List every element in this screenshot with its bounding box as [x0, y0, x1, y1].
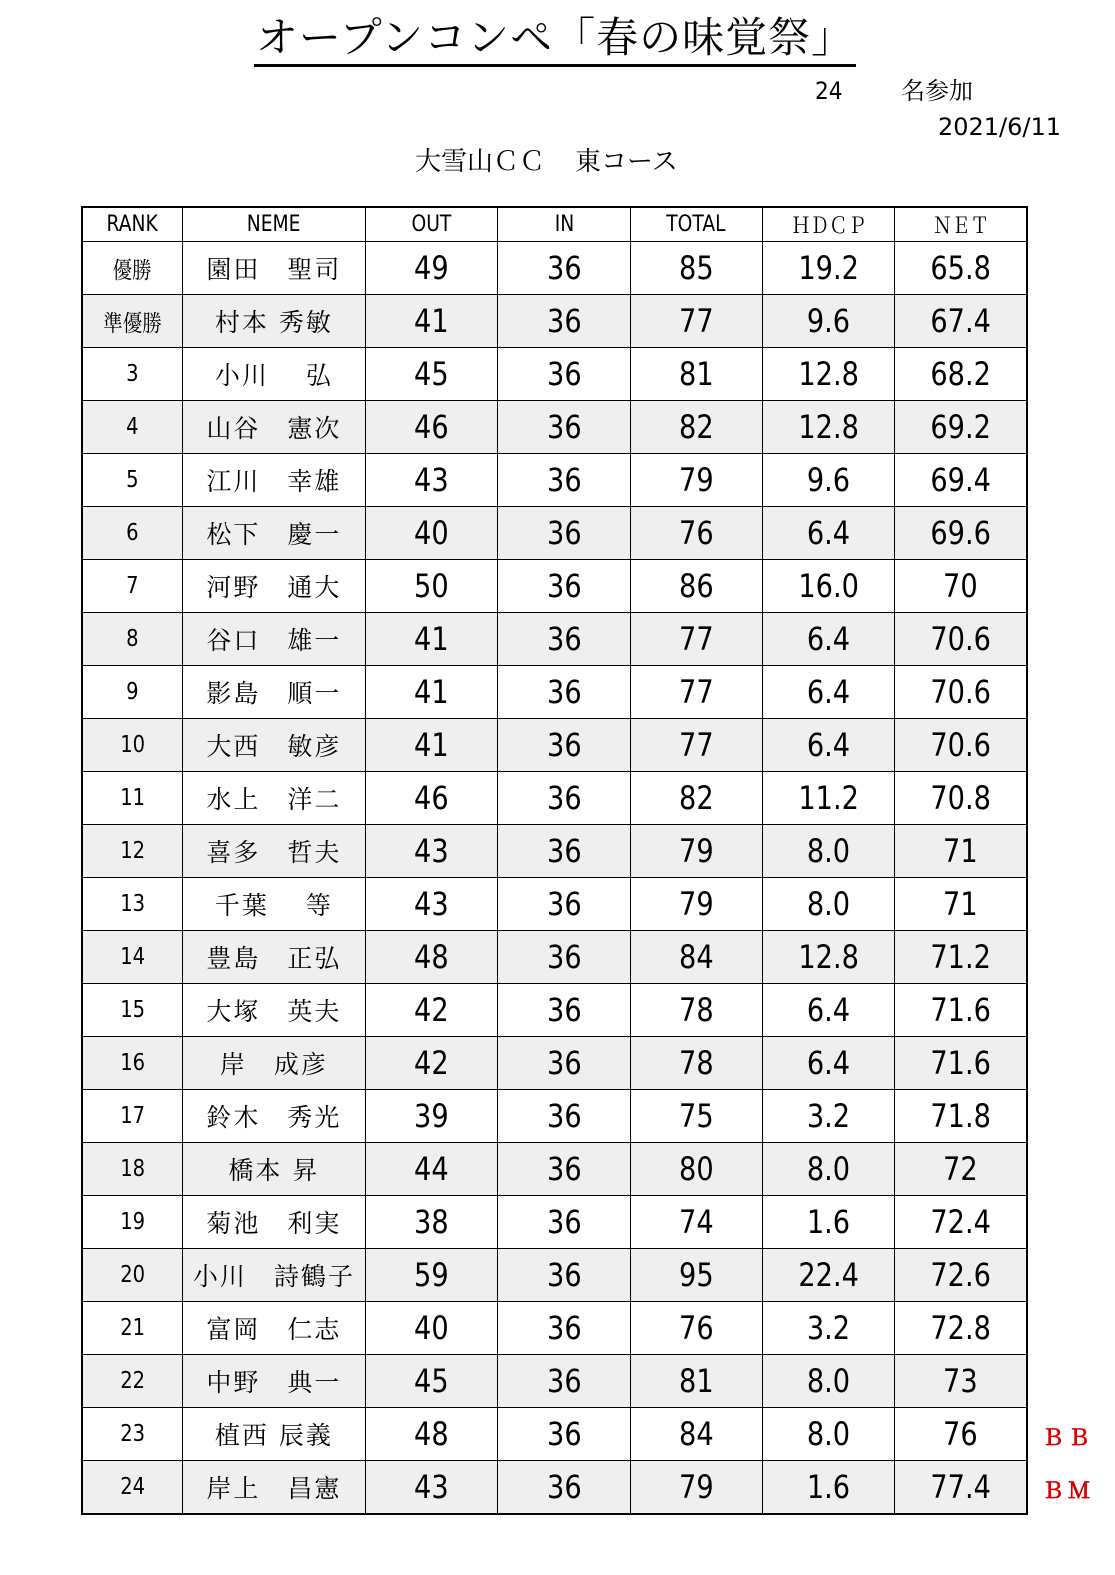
cell-in: 36	[498, 772, 630, 825]
cell-out: 43	[366, 454, 498, 507]
cell-rank: 14	[82, 931, 182, 984]
table-header-row	[82, 207, 1027, 242]
column-header-name: NEME	[182, 207, 365, 242]
cell-in: 36	[498, 242, 630, 295]
cell-net: 71	[895, 825, 1027, 878]
table-row	[82, 878, 1027, 931]
cell-net: 65.8	[895, 242, 1027, 295]
cell-net: 71.6	[895, 1037, 1027, 1090]
cell-total: 79	[630, 825, 762, 878]
cell-net: 70.6	[895, 666, 1027, 719]
cell-out: 40	[366, 1302, 498, 1355]
cell-out: 50	[366, 560, 498, 613]
cell-out: 39	[366, 1090, 498, 1143]
cell-rank: 24	[82, 1461, 182, 1515]
cell-rank: 13	[82, 878, 182, 931]
cell-in: 36	[498, 560, 630, 613]
cell-in: 36	[498, 613, 630, 666]
cell-total: 84	[630, 931, 762, 984]
cell-in: 36	[498, 1090, 630, 1143]
cell-out: 41	[366, 719, 498, 772]
cell-total: 82	[630, 401, 762, 454]
cell-total: 77	[630, 666, 762, 719]
cell-net: 69.4	[895, 454, 1027, 507]
cell-total: 76	[630, 1302, 762, 1355]
row-note: ＢＢ	[1042, 1426, 1095, 1451]
cell-rank: 6	[82, 507, 182, 560]
column-header-total: TOTAL	[630, 207, 762, 242]
cell-total: 84	[630, 1408, 762, 1461]
cell-name: 河野 通大	[182, 560, 365, 613]
cell-rank: 3	[82, 348, 182, 401]
cell-total: 82	[630, 772, 762, 825]
table-row	[82, 1355, 1027, 1408]
cell-in: 36	[498, 1249, 630, 1302]
cell-name: 山谷 憲次	[182, 401, 365, 454]
cell-hdcp: 6.4	[762, 984, 894, 1037]
cell-rank: 19	[82, 1196, 182, 1249]
participant-count-label: 名参加	[901, 77, 973, 105]
cell-net: 70.6	[895, 719, 1027, 772]
page-title	[0, 12, 1110, 64]
cell-out: 49	[366, 242, 498, 295]
cell-out: 41	[366, 295, 498, 348]
cell-rank: 16	[82, 1037, 182, 1090]
cell-total: 76	[630, 507, 762, 560]
cell-name: 小川 詩鶴子	[182, 1249, 365, 1302]
cell-hdcp: 3.2	[762, 1090, 894, 1143]
cell-out: 42	[366, 1037, 498, 1090]
cell-out: 41	[366, 666, 498, 719]
cell-out: 48	[366, 931, 498, 984]
cell-rank: 4	[82, 401, 182, 454]
cell-net: 71.6	[895, 984, 1027, 1037]
column-header-out: OUT	[366, 207, 498, 242]
cell-total: 79	[630, 1461, 762, 1515]
results-table	[81, 206, 1028, 1515]
cell-net: 76	[895, 1408, 1027, 1461]
cell-hdcp: 12.8	[762, 348, 894, 401]
participant-count	[815, 76, 973, 106]
cell-name: 小川 弘	[182, 348, 365, 401]
cell-hdcp: 1.6	[762, 1461, 894, 1515]
cell-net: 70.8	[895, 772, 1027, 825]
cell-hdcp: 9.6	[762, 454, 894, 507]
cell-total: 79	[630, 878, 762, 931]
cell-in: 36	[498, 1196, 630, 1249]
cell-out: 44	[366, 1143, 498, 1196]
table-row	[82, 1196, 1027, 1249]
cell-out: 38	[366, 1196, 498, 1249]
cell-out: 45	[366, 348, 498, 401]
cell-hdcp: 8.0	[762, 825, 894, 878]
cell-hdcp: 8.0	[762, 878, 894, 931]
cell-hdcp: 6.4	[762, 1037, 894, 1090]
cell-in: 36	[498, 401, 630, 454]
cell-hdcp: 6.4	[762, 666, 894, 719]
cell-out: 43	[366, 878, 498, 931]
table-row	[82, 242, 1027, 295]
cell-name: 江川 幸雄	[182, 454, 365, 507]
cell-out: 45	[366, 1355, 498, 1408]
page-title-text: オープンコンペ「春の味覚祭」	[254, 13, 856, 67]
cell-name: 富岡 仁志	[182, 1302, 365, 1355]
cell-hdcp: 9.6	[762, 295, 894, 348]
cell-name: 大西 敏彦	[182, 719, 365, 772]
cell-name: 橋本 昇	[182, 1143, 365, 1196]
cell-hdcp: 8.0	[762, 1355, 894, 1408]
cell-in: 36	[498, 666, 630, 719]
course-info	[415, 146, 678, 178]
cell-name: 村本 秀敏	[182, 295, 365, 348]
cell-rank: 12	[82, 825, 182, 878]
course-section: 東コース	[575, 147, 678, 177]
cell-name: 水上 洋二	[182, 772, 365, 825]
cell-name: 大塚 英夫	[182, 984, 365, 1037]
cell-name: 園田 聖司	[182, 242, 365, 295]
cell-total: 78	[630, 1037, 762, 1090]
cell-out: 48	[366, 1408, 498, 1461]
cell-net: 71.2	[895, 931, 1027, 984]
course-name: 大雪山ＣＣ	[415, 147, 546, 177]
cell-out: 41	[366, 613, 498, 666]
cell-hdcp: 11.2	[762, 772, 894, 825]
cell-total: 81	[630, 348, 762, 401]
cell-net: 71	[895, 878, 1027, 931]
cell-rank: 15	[82, 984, 182, 1037]
column-header-net: ＮＥＴ	[895, 207, 1027, 242]
participant-count-value: 24	[815, 77, 843, 105]
cell-net: 69.2	[895, 401, 1027, 454]
cell-name: 松下 慶一	[182, 507, 365, 560]
cell-rank: 5	[82, 454, 182, 507]
cell-net: 70.6	[895, 613, 1027, 666]
cell-total: 79	[630, 454, 762, 507]
cell-rank: 優勝	[82, 242, 182, 295]
event-date: 2021/6/11	[937, 113, 1061, 141]
column-header-rank: RANK	[82, 207, 182, 242]
cell-name: 豊島 正弘	[182, 931, 365, 984]
table-row	[82, 1143, 1027, 1196]
cell-name: 喜多 哲夫	[182, 825, 365, 878]
cell-out: 46	[366, 772, 498, 825]
cell-total: 86	[630, 560, 762, 613]
table-row	[82, 1408, 1027, 1461]
cell-name: 中野 典一	[182, 1355, 365, 1408]
cell-net: 72	[895, 1143, 1027, 1196]
cell-in: 36	[498, 295, 630, 348]
cell-total: 81	[630, 1355, 762, 1408]
table-row	[82, 295, 1027, 348]
cell-in: 36	[498, 878, 630, 931]
row-note: ＢＭ	[1042, 1479, 1095, 1505]
cell-name: 岸上 昌憲	[182, 1461, 365, 1515]
cell-net: 72.6	[895, 1249, 1027, 1302]
cell-net: 69.6	[895, 507, 1027, 560]
table-row	[82, 613, 1027, 666]
table-row	[82, 772, 1027, 825]
cell-name: 植西 辰義	[182, 1408, 365, 1461]
cell-name: 鈴木 秀光	[182, 1090, 365, 1143]
cell-hdcp: 6.4	[762, 719, 894, 772]
cell-name: 岸 成彦	[182, 1037, 365, 1090]
cell-net: 73	[895, 1355, 1027, 1408]
cell-name: 千葉 等	[182, 878, 365, 931]
table-row	[82, 1302, 1027, 1355]
cell-total: 74	[630, 1196, 762, 1249]
cell-out: 59	[366, 1249, 498, 1302]
cell-in: 36	[498, 984, 630, 1037]
cell-total: 85	[630, 242, 762, 295]
cell-total: 77	[630, 613, 762, 666]
cell-rank: 21	[82, 1302, 182, 1355]
cell-net: 77.4	[895, 1461, 1027, 1515]
cell-hdcp: 22.4	[762, 1249, 894, 1302]
column-header-hdcp: ＨＤＣＰ	[762, 207, 894, 242]
cell-rank: 9	[82, 666, 182, 719]
cell-total: 77	[630, 295, 762, 348]
cell-rank: 10	[82, 719, 182, 772]
cell-in: 36	[498, 1461, 630, 1515]
table-row	[82, 931, 1027, 984]
cell-rank: 7	[82, 560, 182, 613]
cell-net: 72.4	[895, 1196, 1027, 1249]
cell-in: 36	[498, 1408, 630, 1461]
table-row	[82, 507, 1027, 560]
table-row	[82, 1461, 1027, 1515]
cell-total: 77	[630, 719, 762, 772]
cell-name: 菊池 利実	[182, 1196, 365, 1249]
table-row	[82, 719, 1027, 772]
cell-total: 80	[630, 1143, 762, 1196]
cell-in: 36	[498, 1355, 630, 1408]
cell-out: 43	[366, 1461, 498, 1515]
cell-rank: 20	[82, 1249, 182, 1302]
cell-in: 36	[498, 719, 630, 772]
cell-net: 68.2	[895, 348, 1027, 401]
cell-in: 36	[498, 1302, 630, 1355]
table-row	[82, 1090, 1027, 1143]
cell-net: 67.4	[895, 295, 1027, 348]
cell-hdcp: 16.0	[762, 560, 894, 613]
table-row	[82, 825, 1027, 878]
cell-out: 46	[366, 401, 498, 454]
cell-rank: 18	[82, 1143, 182, 1196]
cell-total: 95	[630, 1249, 762, 1302]
column-header-in: IN	[498, 207, 630, 242]
cell-out: 40	[366, 507, 498, 560]
cell-in: 36	[498, 825, 630, 878]
cell-name: 影島 順一	[182, 666, 365, 719]
cell-out: 42	[366, 984, 498, 1037]
cell-hdcp: 1.6	[762, 1196, 894, 1249]
cell-in: 36	[498, 931, 630, 984]
cell-total: 78	[630, 984, 762, 1037]
cell-net: 71.8	[895, 1090, 1027, 1143]
cell-in: 36	[498, 1037, 630, 1090]
cell-rank: 11	[82, 772, 182, 825]
cell-rank: 22	[82, 1355, 182, 1408]
table-row	[82, 984, 1027, 1037]
table-row	[82, 560, 1027, 613]
cell-hdcp: 8.0	[762, 1408, 894, 1461]
cell-in: 36	[498, 454, 630, 507]
cell-rank: 準優勝	[82, 295, 182, 348]
cell-hdcp: 6.4	[762, 507, 894, 560]
table-row	[82, 1037, 1027, 1090]
cell-name: 谷口 雄一	[182, 613, 365, 666]
cell-rank: 23	[82, 1408, 182, 1461]
cell-rank: 17	[82, 1090, 182, 1143]
cell-hdcp: 12.8	[762, 401, 894, 454]
table-row	[82, 666, 1027, 719]
cell-in: 36	[498, 1143, 630, 1196]
cell-out: 43	[366, 825, 498, 878]
cell-hdcp: 3.2	[762, 1302, 894, 1355]
table-row	[82, 1249, 1027, 1302]
cell-net: 72.8	[895, 1302, 1027, 1355]
cell-hdcp: 8.0	[762, 1143, 894, 1196]
cell-net: 70	[895, 560, 1027, 613]
cell-rank: 8	[82, 613, 182, 666]
cell-total: 75	[630, 1090, 762, 1143]
table-row	[82, 348, 1027, 401]
cell-hdcp: 12.8	[762, 931, 894, 984]
cell-in: 36	[498, 348, 630, 401]
cell-in: 36	[498, 507, 630, 560]
table-row	[82, 401, 1027, 454]
cell-hdcp: 6.4	[762, 613, 894, 666]
cell-hdcp: 19.2	[762, 242, 894, 295]
table-row	[82, 454, 1027, 507]
